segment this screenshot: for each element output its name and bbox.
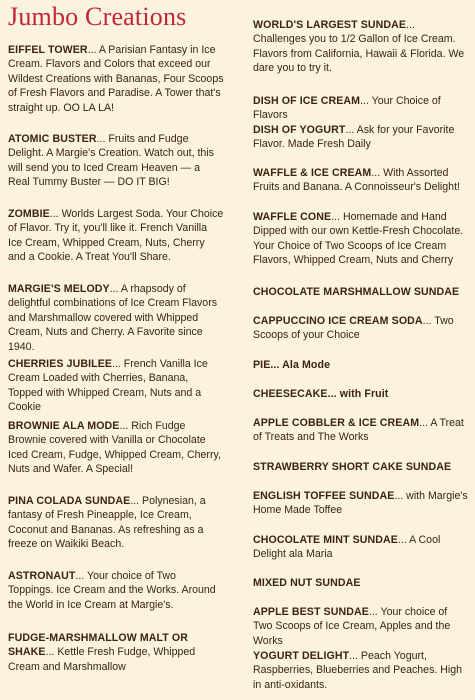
item-name: APPLE BEST SUNDAE	[253, 606, 369, 618]
item-name: EIFFEL TOWER	[8, 44, 88, 56]
item-description: ... Peach Yogurt, Raspberries, Blueberries and Peaches. High in anti-oxidants.	[253, 650, 463, 691]
item-name: MARGIE'S MELODY	[8, 283, 110, 295]
menu-item-cappuccino-ice-cream-soda	[253, 314, 469, 343]
item-description: ... Ala Mode	[270, 359, 331, 371]
item-description: ... With Assorted Fruits and Banana. A Connoisseur's Delight!	[253, 167, 460, 194]
item-name: WAFFLE CONE	[253, 211, 332, 223]
item-name: STRAWBERRY SHORT CAKE SUNDAE	[253, 461, 452, 473]
item-description: ... A Cool Delight ala Maria	[253, 534, 441, 561]
menu-item-chocolate-mint-sundae	[253, 533, 469, 562]
menu-item-worlds-largest-sundae	[253, 18, 469, 76]
item-name: ATOMIC BUSTER	[8, 133, 97, 145]
item-name: CHERRIES JUBILEE	[8, 358, 113, 370]
item-description: ... with Margie's Home Made Toffee	[253, 490, 468, 517]
menu-item-strawberry-short-cake-sundae	[253, 460, 469, 474]
item-description: ... A rhapsody of delightful combinations of Ice Cream Flavors and Marshmallow covered with Whipped Cream, Nuts and Cherry. A Favorite since 1940.	[8, 283, 218, 353]
item-name: BROWNIE ALA MODE	[8, 420, 120, 432]
menu-item-pina-colada-sundae	[8, 494, 224, 552]
item-name: CAPPUCCINO ICE CREAM SODA	[253, 315, 423, 327]
item-name: YOGURT DELIGHT	[253, 650, 350, 662]
page-title: Jumbo Creations	[8, 2, 187, 31]
menu-item-english-toffee-sundae	[253, 489, 469, 518]
item-name: WORLD'S LARGEST SUNDAE	[253, 19, 407, 31]
item-name: MIXED NUT SUNDAE	[253, 577, 361, 589]
item-description: ... French Vanilla Ice Cream Loaded with Cherries, Banana, Topped with Whipped Cream, Nuts and a Cookie	[8, 358, 208, 414]
menu-item-margies-melody	[8, 282, 224, 354]
item-name: PINA COLADA SUNDAE	[8, 495, 131, 507]
menu-item-apple-cobbler	[253, 416, 469, 445]
menu-item-apple-best-sundae	[253, 605, 469, 648]
menu-item-brownie-ala-mode	[8, 419, 224, 477]
item-name: FUDGE-MARSHMALLOW MALT OR SHAKE	[8, 632, 189, 659]
menu-item-pie	[253, 358, 469, 372]
item-description: ... Polynesian, a fantasy of Fresh Pineapple, Ice Cream, Coconut and Bananas. As refreshing as a freeze on Waikiki Beach.	[8, 495, 206, 551]
menu-item-zombie	[8, 207, 224, 265]
item-description: ... Homemade and Hand Dipped with our own Kettle-Fresh Chocolate. Your Choice of Two Scoops of Ice Cream Flavors, Whipped Cream, Nuts and Cherry	[253, 211, 464, 267]
item-description: ... Fruits and Fudge Delight. A Margie's Creation. Watch out, this will send you to Iced Cream Heaven — a Real Tummy Buster — DO IT BIG!	[8, 133, 214, 189]
menu-item-astronaut	[8, 569, 224, 612]
menu-item-chocolate-marshmallow-sundae	[253, 285, 469, 299]
item-name: DISH OF YOGURT	[253, 124, 346, 136]
item-description: ... Your Choice of Flavors	[253, 95, 441, 122]
item-description: ... with Fruit	[327, 388, 389, 400]
item-name: WAFFLE & ICE CREAM	[253, 167, 372, 179]
item-description: ... A Parisian Fantasy in Ice Cream. Flavors and Colors that exceed our Wildest Creations with Bananas, Four Scoops of Fresh Flavors and Paradise. A Tower that's straight up. OO LA LA!	[8, 44, 224, 114]
item-name: CHOCOLATE MARSHMALLOW SUNDAE	[253, 286, 460, 298]
item-description: ... Worlds Largest Soda. Your Choice of Flavor. Try it, you'll like it. French Vanilla Ice Cream, Whipped Cream, Nuts, Cherry and a Cookie. A Treat You'll Share.	[8, 208, 224, 264]
item-name: CHOCOLATE MINT SUNDAE	[253, 534, 398, 546]
menu-item-eiffel-tower	[8, 43, 224, 115]
item-description: ... Two Scoops of your Choice	[253, 315, 454, 342]
item-description: ... Challenges you to 1/2 Gallon of Ice Cream. Flavors from California, Hawaii & Florida. We dare you to try it.	[253, 19, 465, 75]
menu-item-cherries-jubilee	[8, 357, 224, 415]
menu-item-dish-of-yogurt	[253, 123, 469, 152]
item-description: ... A Treat of Treats and The Works	[253, 417, 464, 444]
menu-item-cheesecake	[253, 387, 469, 401]
menu-item-dish-of-ice-cream	[253, 94, 469, 123]
item-description: ... Your choice of Two Toppings. Ice Cream and the Works. Around the World in Ice Cream at Margie's.	[8, 570, 216, 611]
item-description: ... Rich Fudge Brownie covered with Vanilla or Chocolate Iced Cream, Fudge, Whipped Cream, Cherry, Nuts and Wafer. A Special!	[8, 420, 221, 476]
item-description: ... Your choice of Two Scoops of Ice Cream, Apples and the Works	[253, 606, 451, 647]
item-name: ASTRONAUT	[8, 570, 76, 582]
item-name: ENGLISH TOFFEE SUNDAE	[253, 490, 395, 502]
item-description: ... Kettle Fresh Fudge, Whipped Cream and Marshmallow	[8, 646, 196, 673]
item-name: PIE	[253, 359, 271, 371]
menu-item-fudge-marshmallow-malt	[8, 631, 224, 674]
item-name: ZOMBIE	[8, 208, 50, 220]
menu-item-yogurt-delight	[253, 649, 469, 692]
item-name: APPLE COBBLER & ICE CREAM	[253, 417, 420, 429]
menu-item-mixed-nut-sundae	[253, 576, 469, 590]
item-name: DISH OF ICE CREAM	[253, 95, 361, 107]
menu-item-waffle-ice-cream	[253, 166, 469, 195]
menu-item-waffle-cone	[253, 210, 469, 268]
menu-item-atomic-buster	[8, 132, 224, 190]
item-name: CHEESECAKE	[253, 388, 328, 400]
item-description: ... Ask for your Favorite Flavor. Made Fresh Daily	[253, 124, 455, 151]
